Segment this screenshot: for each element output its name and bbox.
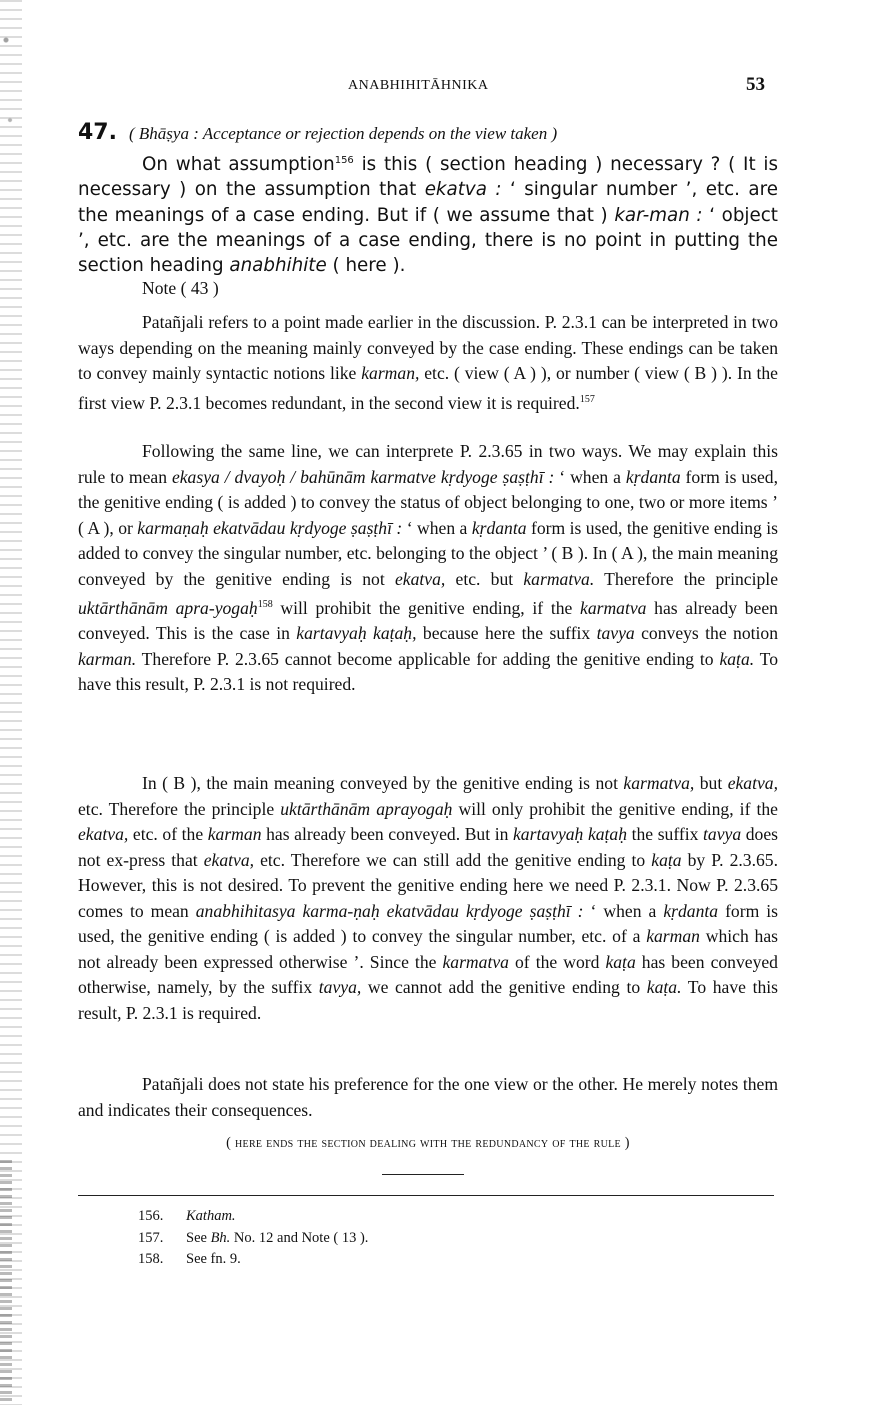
section-end-rule — [382, 1174, 464, 1175]
note-label: Note ( 43 ) — [142, 278, 219, 298]
paragraph-1: Patañjali refers to a point made earlier in the discussion. P. 2.3.1 can be interpreted in two ways depending on the meaning mainly conveyed by the case ending. These endings can be taken to convey mainly syntactic notions like karman, etc. ( view ( A ) ), or number ( view ( B ) ). In the first view P. 2.3.1 becomes redundant, in the second view it is required.$^{157}$ — [78, 312, 778, 413]
running-head: ANABHIHITĀHNIKA — [348, 78, 489, 93]
footnote-ref-158: 158 — [257, 599, 273, 610]
footnote-156: 156. Katham. — [138, 1208, 236, 1224]
footnote-157: 157. See Bh. No. 12 and Note ( 13 ). — [138, 1229, 369, 1246]
bhasya-translation: On what assumption$^{156}$ is this ( section heading ) necessary ? ( It is necessary ) on the assumption that ekatva : ‘ singular number ’, etc. are the meanings of a case ending. But if ( we assume that ) kar-man : ‘ object ’, etc. are the meanings of a case ending, there is no point in putting the section heading anabhihite ( here ). — [78, 154, 779, 277]
page-number: 53 — [746, 74, 765, 95]
section-end-note: ( here ends the section dealing with the redundancy of the rule ) — [226, 1135, 630, 1151]
paragraph-4: Patañjali does not state his preference for the one view or the other. He merely notes them and indicates their consequences. — [78, 1074, 778, 1120]
footnote-rule — [78, 1195, 774, 1196]
section-number: 47. — [78, 120, 117, 145]
footnote-ref-157: 157 — [579, 393, 595, 405]
footnote-158: 158. See fn. 9. — [138, 1251, 241, 1267]
scan-edge-shadow-lower — [0, 1160, 12, 1405]
section-heading — [78, 120, 778, 145]
section-title: ( Bhāṣya : Acceptance or rejection depends on the view taken ) — [128, 124, 558, 143]
footnote-ref-156: 156 — [334, 155, 354, 166]
page-header — [0, 74, 894, 98]
paragraph-3: In ( B ), the main meaning conveyed by the genitive ending is not karmatva, but ekatva, etc. Therefore the principle uktārthānām aprayogaḥ will only prohibit the genitive ending, if the ekatva, etc. of the karman has already been conveyed. But in kartavyaḥ kaṭaḥ the suffix tavya does not ex-press that ekatva, etc. Therefore we can still add the genitive ending to kaṭa by P. 2.3.65. However, this is not desired. To prevent the genitive ending here we need P. 2.3.1. Now P. 2.3.65 comes to mean anabhihitasya karma-ṇaḥ ekatvādau kṛdyoge ṣaṣṭhī : ‘ when a kṛdanta form is used, the genitive ending ( is added ) to convey the singular number, etc. of a karman which has not already been expressed otherwise ’. Since the karmatva of the word kaṭa has been conveyed otherwise, namely, by the suffix tavya, we cannot add the genitive ending to kaṭa. To have this result, P. 2.3.1 is required. — [78, 773, 778, 1023]
paragraph-2: Following the same line, we can interprete P. 2.3.65 in two ways. We may explain this rule to mean ekasya / dvayoḥ / bahūnām karmatve kṛdyoge ṣaṣṭhī : ‘ when a kṛdanta form is used, the genitive ending ( is added ) to convey the status of object belonging to one, two or more items ’ ( A ), or karmaṇaḥ ekatvādau kṛdyoge ṣaṣṭhī : ‘ when a kṛdanta form is used, the genitive ending is added to convey the singular number, etc. belonging to the object ’ ( B ). In ( A ), the main meaning conveyed by the genitive ending is not ekatva, etc. but karmatva. Therefore the principle uktārthānām apra-yogaḥ$^{158}$ will prohibit the genitive ending, if the karmatva has already been conveyed. This is the case in kartavyaḥ kaṭaḥ, because here the suffix tavya conveys the notion karman. Therefore P. 2.3.65 cannot become applicable for adding the genitive ending to kaṭa. To have this result, P. 2.3.1 is not required. — [78, 441, 779, 695]
footnotes — [138, 1206, 368, 1271]
